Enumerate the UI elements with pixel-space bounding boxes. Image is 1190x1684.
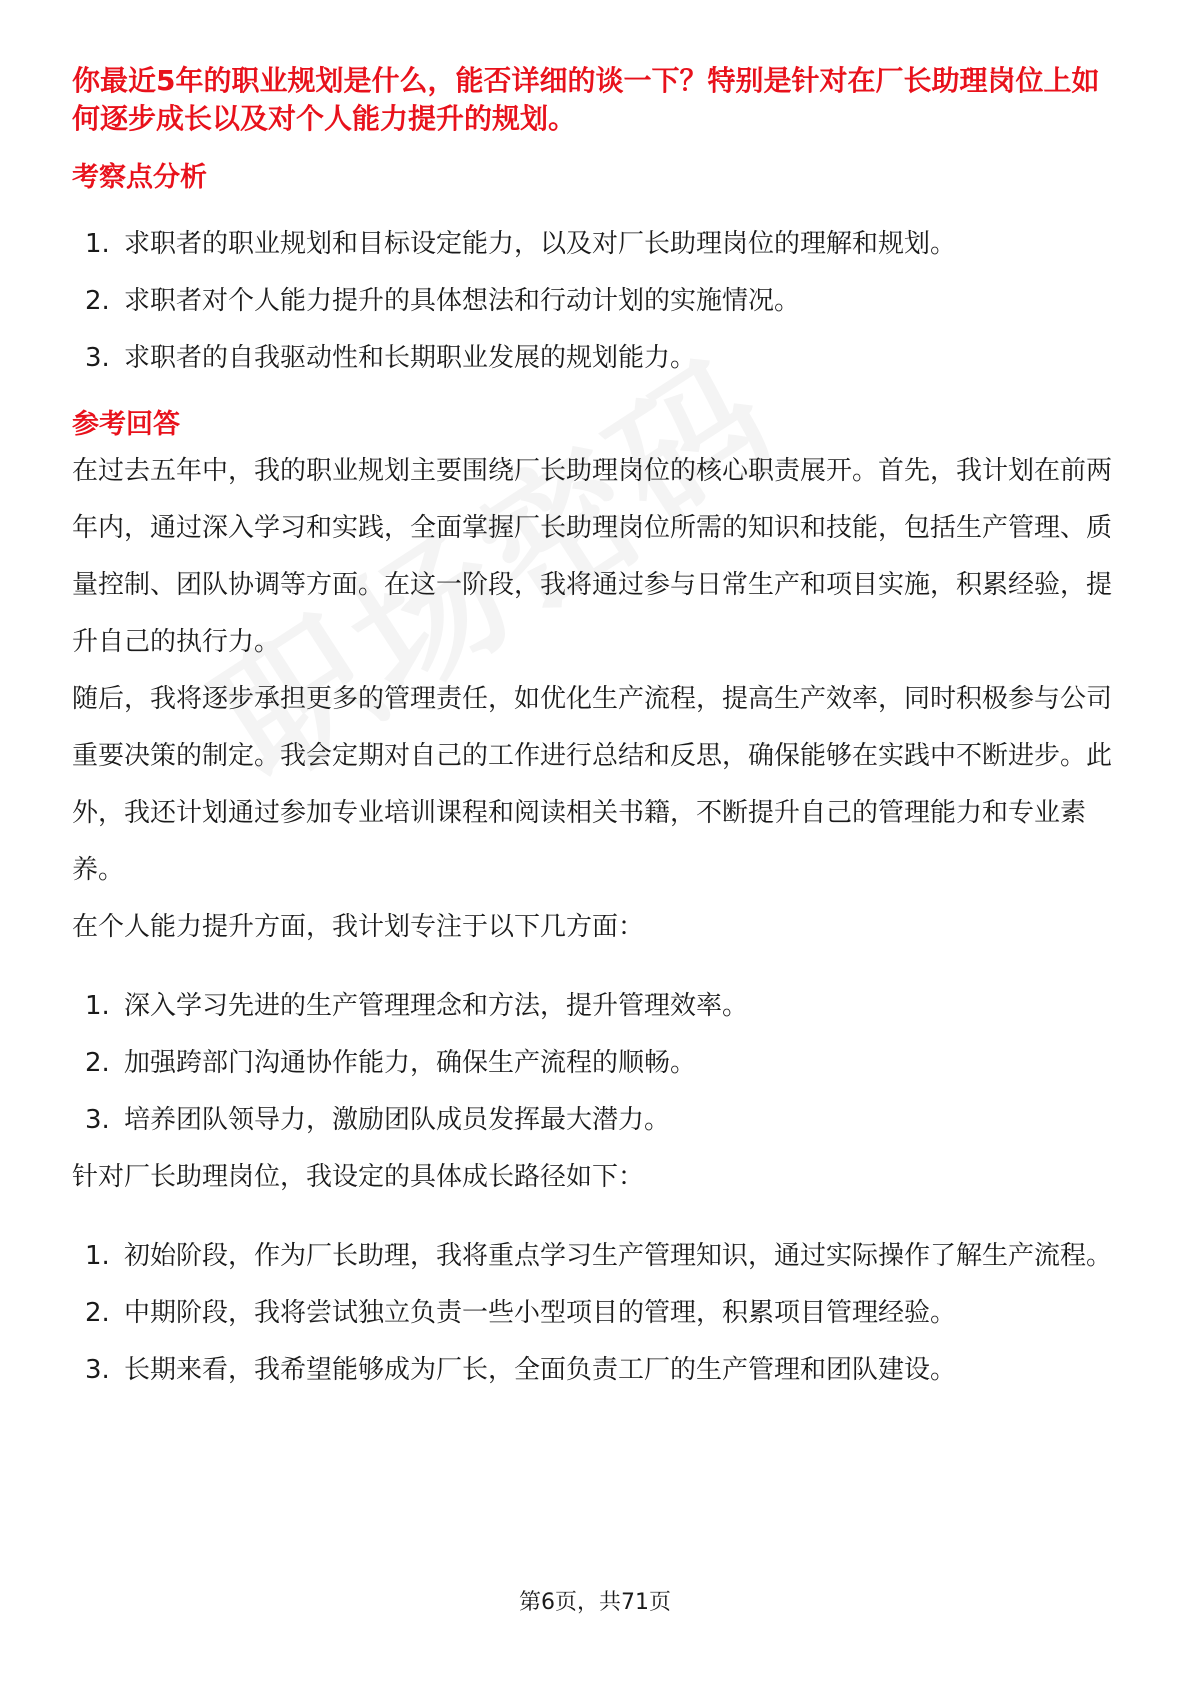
list-item bbox=[72, 330, 1118, 387]
list-item-text: 求职者的职业规划和目标设定能力，以及对厂长助理岗位的理解和规划。 bbox=[124, 229, 957, 259]
list-item bbox=[72, 1342, 1118, 1399]
question-title: 你最近5年的职业规划是什么，能否详细的谈一下？特别是针对在厂长助理岗位上如何逐步成长以及对个人能力提升的规划。 bbox=[72, 64, 1100, 135]
list-number: 2. bbox=[85, 1048, 110, 1078]
list-item-text: 中期阶段，我将尝试独立负责一些小型项目的管理，积累项目管理经验。 bbox=[124, 1298, 957, 1328]
list-number: 3. bbox=[85, 343, 110, 373]
answer-heading: 参考回答 bbox=[72, 409, 180, 440]
list-item-text: 长期来看，我希望能够成为厂长，全面负责工厂的生产管理和团队建设。 bbox=[124, 1355, 957, 1385]
page-indicator: 第6页，共71页 bbox=[519, 1590, 671, 1615]
analysis-heading: 考察点分析 bbox=[72, 162, 207, 193]
list-number: 3. bbox=[85, 1105, 110, 1135]
list-number: 1. bbox=[85, 991, 110, 1021]
list-item-text: 深入学习先进的生产管理理念和方法，提升管理效率。 bbox=[124, 991, 749, 1021]
list-number: 2. bbox=[85, 1298, 110, 1328]
list-item-text: 初始阶段，作为厂长助理，我将重点学习生产管理知识，通过实际操作了解生产流程。 bbox=[124, 1241, 1113, 1271]
list-number: 2. bbox=[85, 286, 110, 316]
list-item-text: 加强跨部门沟通协作能力，确保生产流程的顺畅。 bbox=[124, 1048, 697, 1078]
list-number: 1. bbox=[85, 1241, 110, 1271]
list-item-text: 求职者的自我驱动性和长期职业发展的规划能力。 bbox=[124, 343, 697, 373]
analysis-list bbox=[72, 216, 1118, 387]
list-item bbox=[72, 216, 1118, 273]
list-item bbox=[72, 1228, 1118, 1285]
answer-paragraph: 在个人能力提升方面，我计划专注于以下几方面： bbox=[72, 912, 645, 942]
list-item bbox=[72, 1092, 1118, 1149]
answer-paragraph: 针对厂长助理岗位，我设定的具体成长路径如下： bbox=[72, 1162, 645, 1192]
list-item bbox=[72, 1285, 1118, 1342]
main-content bbox=[72, 62, 1118, 1399]
answer-paragraph: 在过去五年中，我的职业规划主要围绕厂长助理岗位的核心职责展开。首先，我计划在前两年内，通过深入学习和实践，全面掌握厂长助理岗位所需的知识和技能，包括生产管理、质量控制、团队协调等方面。在这一阶段，我将通过参与日常生产和项目实施，积累经验，提升自己的执行力。 bbox=[72, 456, 1113, 657]
list-number: 3. bbox=[85, 1355, 110, 1385]
list-item bbox=[72, 1035, 1118, 1092]
list-item-text: 培养团队领导力，激励团队成员发挥最大潜力。 bbox=[124, 1105, 671, 1135]
growth-path-list bbox=[72, 1228, 1118, 1399]
list-item bbox=[72, 978, 1118, 1035]
list-number: 1. bbox=[85, 229, 110, 259]
list-item-text: 求职者对个人能力提升的具体想法和行动计划的实施情况。 bbox=[124, 286, 801, 316]
list-item bbox=[72, 273, 1118, 330]
ability-list bbox=[72, 978, 1118, 1149]
answer-paragraph: 随后，我将逐步承担更多的管理责任，如优化生产流程，提高生产效率，同时积极参与公司重要决策的制定。我会定期对自己的工作进行总结和反思，确保能够在实践中不断进步。此外，我还计划通过参加专业培训课程和阅读相关书籍，不断提升自己的管理能力和专业素养。 bbox=[72, 684, 1113, 885]
